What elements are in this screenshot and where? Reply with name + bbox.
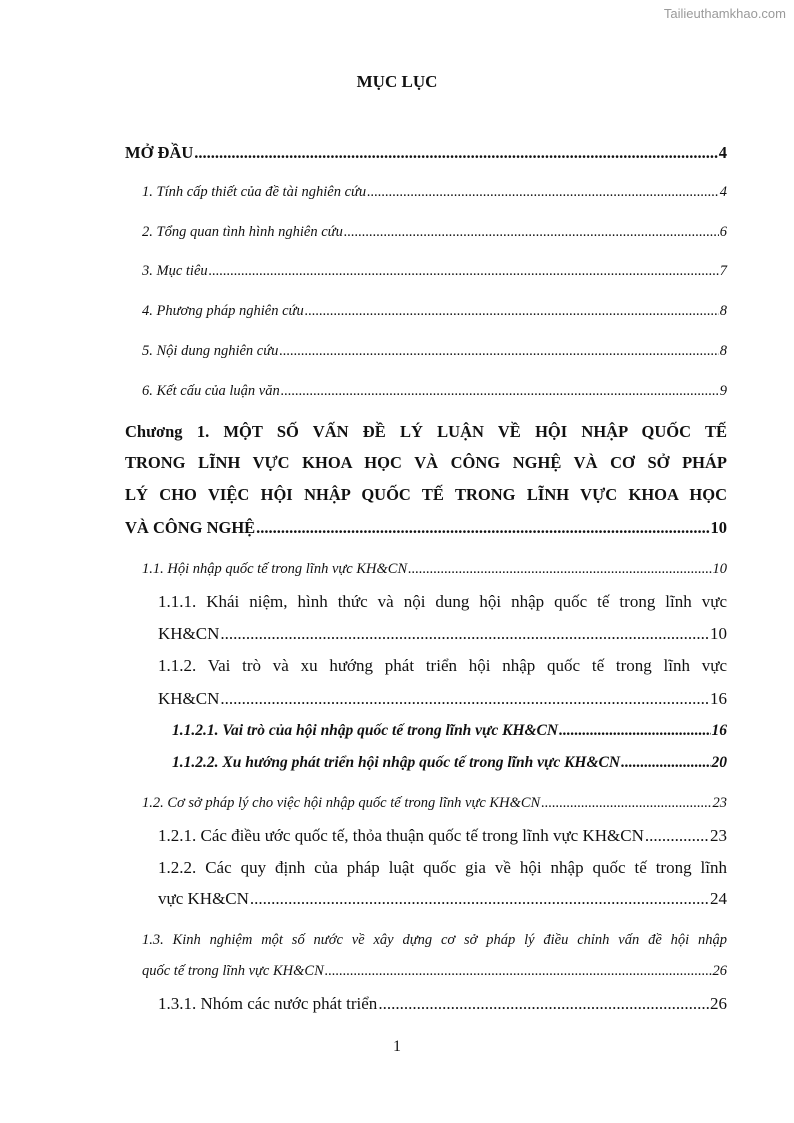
toc-page-number: 7 [719, 263, 727, 279]
dot-leader [541, 792, 711, 814]
toc-page-number: 20 [711, 754, 727, 771]
toc-entry[interactable] [158, 688, 727, 710]
toc-entry-title: KH&CN [158, 689, 220, 708]
toc-entry[interactable] [158, 825, 727, 847]
toc-page-number: 10 [710, 624, 727, 643]
dot-leader [559, 720, 710, 742]
toc-entry-title: 1.1. Hội nhập quốc tế trong lĩnh vực KH&CN [142, 561, 408, 577]
watermark: Tailieuthamkhao.com [663, 6, 786, 21]
toc-entry-title: MỞ ĐẦU [125, 143, 194, 162]
toc-entry[interactable] [142, 792, 727, 814]
toc-page-number: 24 [710, 889, 727, 908]
toc-entry-line: Chương 1. MỘT SỐ VẤN ĐỀ LÝ LUẬN VỀ HỘI NHẬP QUỐC TẾ [125, 422, 727, 441]
page-title: MỤC LỤC [356, 72, 438, 91]
toc-entry-title: 1.1.2.1. Vai trò của hội nhập quốc tế trong lĩnh vực KH&CN [172, 722, 559, 739]
toc-page-number: 8 [719, 303, 727, 319]
dot-leader [279, 340, 718, 362]
toc-page-number: 4 [719, 184, 727, 200]
toc-entry[interactable] [125, 517, 727, 539]
toc-page-number: 23 [712, 795, 727, 811]
dot-leader [220, 688, 709, 710]
toc-entry[interactable] [142, 380, 727, 402]
toc-entry-title: 3. Mục tiêu [142, 263, 208, 279]
toc-entry[interactable] [142, 340, 727, 362]
toc-entry-title: 1.3.1. Nhóm các nước phát triển [158, 994, 378, 1013]
dot-leader [281, 380, 719, 402]
toc-page-number: 4 [718, 143, 727, 162]
toc-entry[interactable] [172, 720, 727, 742]
toc-entry[interactable] [142, 960, 727, 982]
page-number: 1 [393, 1038, 401, 1055]
toc-entry-line: 1.3. Kinh nghiệm một số nước về xây dựng cơ sở pháp lý điều chỉnh vấn đề hội nhập [142, 932, 727, 948]
toc-entry-line: TRONG LĨNH VỰC KHOA HỌC VÀ CÔNG NGHỆ VÀ CƠ SỞ PHÁP [125, 453, 727, 472]
toc-entry[interactable] [142, 558, 727, 580]
dot-leader [378, 993, 709, 1015]
toc-page-number: 23 [710, 826, 727, 845]
dot-leader [408, 558, 711, 580]
toc-entry[interactable] [158, 888, 727, 910]
toc-page-number: 16 [711, 722, 727, 739]
toc-entry-title: 1. Tính cấp thiết của đề tài nghiên cứu [142, 184, 367, 200]
dot-leader [645, 825, 709, 847]
dot-leader [344, 221, 719, 243]
toc-entry-title: VÀ CÔNG NGHỆ [125, 518, 256, 537]
toc-entry-title: 4. Phương pháp nghiên cứu [142, 303, 304, 319]
toc-page-number: 26 [710, 994, 727, 1013]
toc-entry-title: 1.2.1. Các điều ước quốc tế, thỏa thuận quốc tế trong lĩnh vực KH&CN [158, 826, 644, 845]
toc-entry[interactable] [142, 260, 727, 282]
toc-entry-title: quốc tế trong lĩnh vực KH&CN [142, 963, 324, 979]
toc-entry-line: 1.2.2. Các quy định của pháp luật quốc gia về hội nhập quốc tế trong lĩnh [158, 858, 727, 877]
toc-page-number: 8 [719, 343, 727, 359]
toc-entry-line: 1.1.1. Khái niệm, hình thức và nội dung hội nhập quốc tế trong lĩnh vực [158, 592, 727, 611]
dot-leader [194, 142, 717, 164]
toc-entry[interactable] [172, 752, 727, 774]
toc-page-number: 26 [712, 963, 727, 979]
toc-entry[interactable] [142, 221, 727, 243]
toc-entry-line: LÝ CHO VIỆC HỘI NHẬP QUỐC TẾ TRONG LĨNH VỰC KHOA HỌC [125, 485, 727, 504]
toc-entry-title: KH&CN [158, 624, 220, 643]
toc-entry-title: 5. Nội dung nghiên cứu [142, 343, 279, 359]
toc-entry[interactable] [158, 623, 727, 645]
toc-entry[interactable] [158, 993, 727, 1015]
dot-leader [250, 888, 709, 910]
dot-leader [305, 300, 719, 322]
toc-entry-title: 1.1.2.2. Xu hướng phát triển hội nhập quốc tế trong lĩnh vực KH&CN [172, 754, 621, 771]
toc-entry-title: 6. Kết cấu của luận văn [142, 383, 280, 399]
toc-page-number: 10 [712, 561, 727, 577]
toc-entry-title: vực KH&CN [158, 889, 249, 908]
dot-leader [209, 260, 719, 282]
toc-entry[interactable] [125, 142, 727, 164]
toc-page-number: 16 [710, 689, 727, 708]
toc-entry[interactable] [142, 300, 727, 322]
dot-leader [220, 623, 709, 645]
toc-page-number: 9 [719, 383, 727, 399]
dot-leader [621, 752, 710, 774]
toc-entry-title: 2. Tổng quan tình hình nghiên cứu [142, 224, 343, 240]
dot-leader [325, 960, 712, 982]
toc-page-number: 6 [719, 224, 727, 240]
dot-leader [256, 517, 709, 539]
toc-entry-line: 1.1.2. Vai trò và xu hướng phát triển hội nhập quốc tế trong lĩnh vực [158, 656, 727, 675]
dot-leader [367, 181, 719, 203]
toc-page-number: 10 [710, 518, 727, 537]
toc-entry[interactable] [142, 181, 727, 203]
toc-entry-title: 1.2. Cơ sở pháp lý cho việc hội nhập quốc tế trong lĩnh vực KH&CN [142, 795, 541, 811]
